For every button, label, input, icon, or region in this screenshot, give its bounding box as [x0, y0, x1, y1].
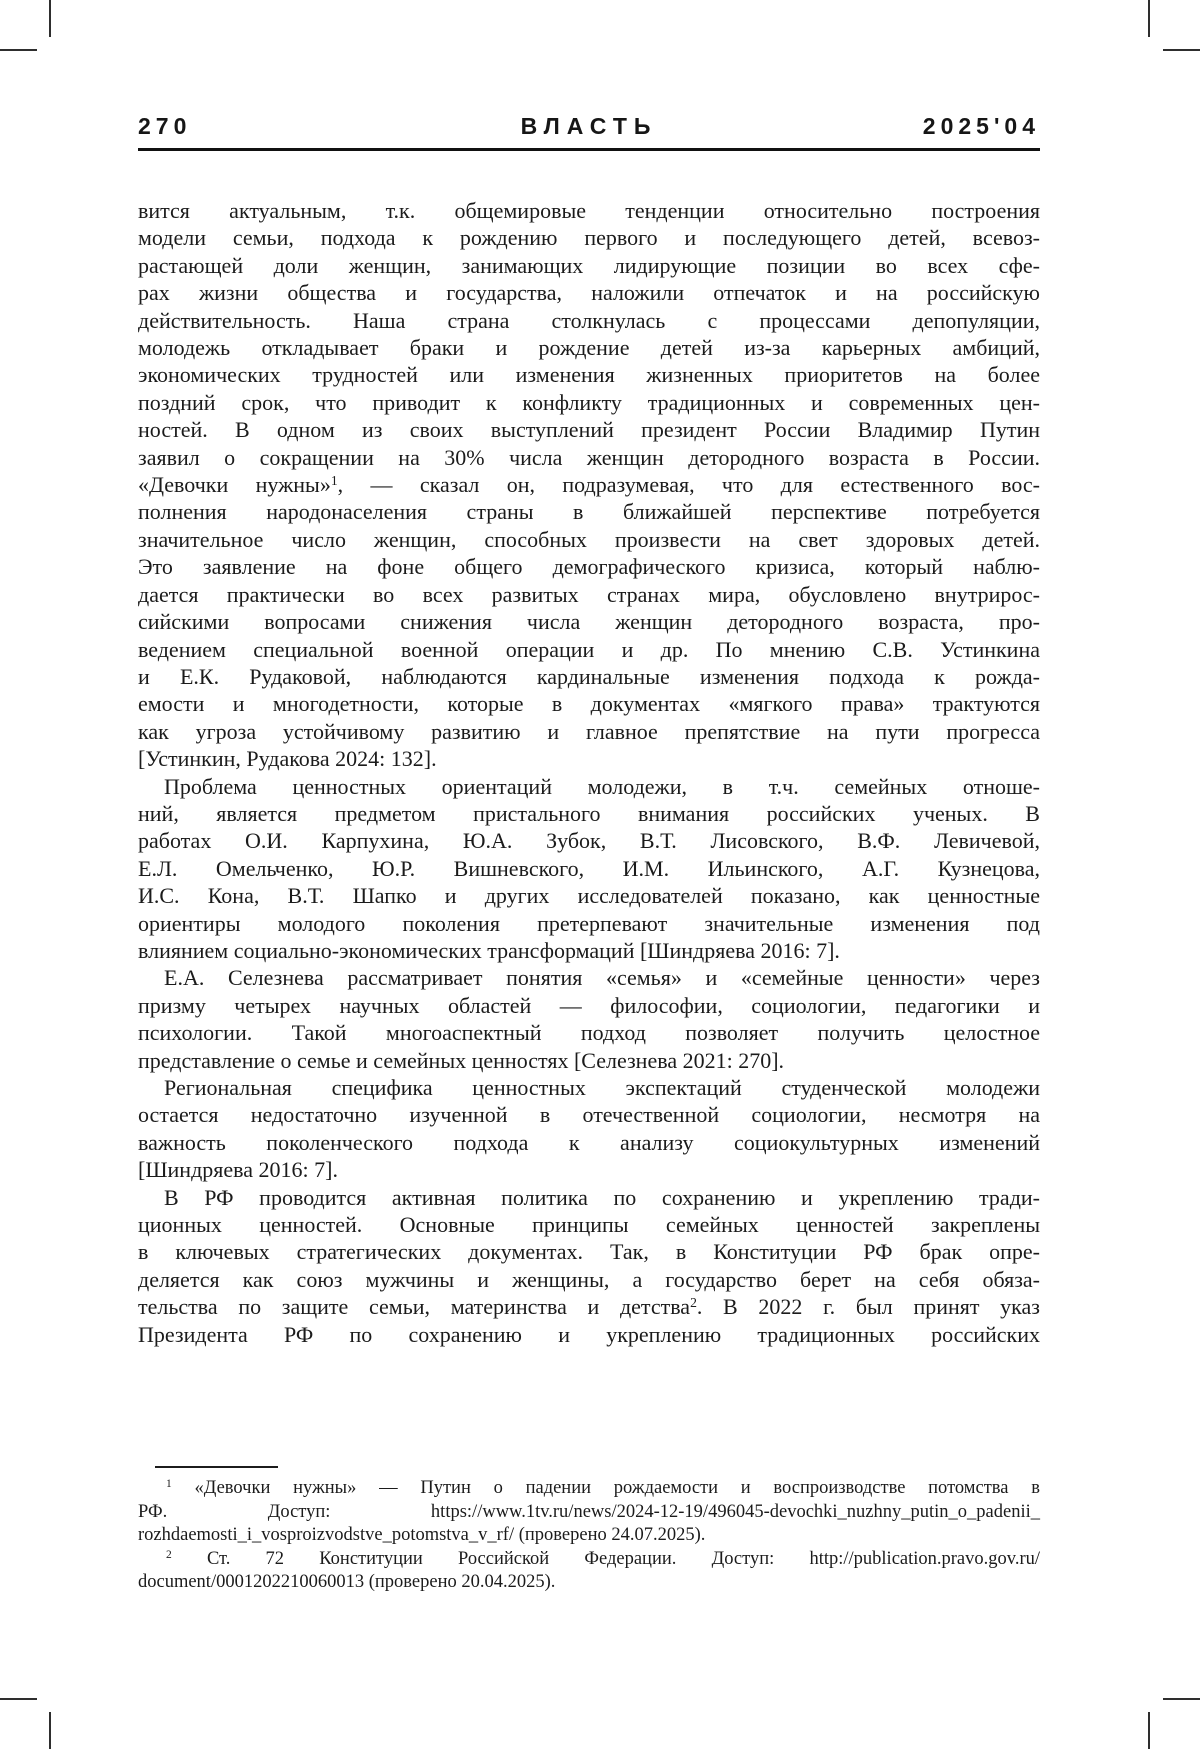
running-head	[138, 111, 1040, 143]
text-line: деляется как союз мужчины и женщины, а государство берет на себя обяза-	[138, 1266, 1040, 1292]
crop-mark-bottom-left-vertical	[49, 1712, 51, 1749]
text-line: [Шиндряева 2016: 7].	[138, 1157, 338, 1183]
text-line: растающей доли женщин, занимающих лидирующие позиции во всех сфе-	[138, 252, 1040, 278]
text-line: В РФ проводится активная политика по сохранению и укреплению тради-	[164, 1184, 1040, 1210]
text-line: [Устинкин, Рудакова 2024: 132].	[138, 746, 437, 772]
text-line: поздний срок, что приводит к конфликту традиционных и современных цен-	[138, 389, 1040, 415]
article-body	[138, 197, 1040, 1348]
text-line: ний, является предметом пристального внимания российских ученых. В	[138, 800, 1040, 826]
crop-mark-top-right-horizontal	[1163, 49, 1200, 51]
text-line: И.С. Кона, В.Т. Шапко и других исследователей показано, как ценностные	[138, 883, 1040, 909]
text-line: влиянием социально-экономических трансформаций [Шиндряева 2016: 7].	[138, 937, 840, 963]
text-line: Региональная специфика ценностных экспектаций студенческой молодежи	[164, 1075, 1040, 1100]
crop-mark-top-left-vertical	[49, 0, 51, 37]
text-line: «Девочки нужны»$^1$, — сказал он, подразумевая, что для естественного вос-	[138, 472, 1040, 498]
text-line: document/0001202210060013 (проверено 20.04.2025).	[138, 1572, 556, 1592]
text-line: Проблема ценностных ориентаций молодежи, в т.ч. семейных отноше-	[164, 773, 1040, 799]
text-line: Президента РФ по сохранению и укреплению традиционных российских	[138, 1321, 1040, 1347]
text-line: емости и многодетности, которые в документах «мягкого права» трактуются	[138, 691, 1040, 717]
text-line: ционных ценностей. Основные принципы семейных ценностей закреплены	[138, 1212, 1040, 1238]
text-line: значительное число женщин, способных произвести на свет здоровых детей.	[138, 526, 1040, 552]
crop-mark-bottom-right-vertical	[1148, 1712, 1150, 1749]
text-line: работах О.И. Карпухина, Ю.А. Зубок, В.Т. Лисовского, В.Ф. Левичевой,	[138, 828, 1040, 854]
text-line: заявил о сокращении на 30% числа женщин детородного возраста в России.	[138, 444, 1040, 470]
body-paragraph	[138, 1074, 1040, 1184]
text-line: rozhdaemosti_i_vosproizvodstve_potomstva_v_rf/ (проверено 24.07.2025).	[138, 1525, 706, 1545]
text-line: дается практически во всех развитых странах мира, обусловлено внутрирос-	[138, 581, 1040, 607]
footnote-item	[138, 1548, 1040, 1595]
footnotes-block	[138, 1477, 1040, 1595]
text-line: Это заявление на фоне общего демографического кризиса, который наблю-	[138, 554, 1040, 580]
footnote-marker: 2	[166, 1548, 172, 1561]
text-line: тельства по защите семьи, материнства и детства$^2$. В 2022 г. был принят указ	[138, 1294, 1040, 1320]
body-paragraph	[138, 197, 1040, 773]
text-line: остается недостаточно изученной в отечественной социологии, несмотря на	[138, 1102, 1040, 1128]
text-line: вится актуальным, т.к. общемировые тенденции относительно построения	[138, 198, 1040, 223]
text-line: в ключевых стратегических документах. Так, в Конституции РФ брак опре-	[138, 1239, 1040, 1265]
crop-mark-top-left-horizontal	[0, 49, 37, 51]
body-paragraph	[138, 964, 1040, 1074]
text-line: действительность. Наша страна столкнулась с процессами депопуляции,	[138, 307, 1040, 333]
crop-mark-top-right-vertical	[1148, 0, 1150, 37]
body-paragraph	[138, 773, 1040, 965]
text-line: ностей. В одном из своих выступлений президент России Владимир Путин	[138, 417, 1040, 443]
text-line: $^1$ «Девочки нужны» — Путин о падении рождаемости и воспроизводстве потомства в	[166, 1478, 1040, 1498]
text-line: $^2$ Ст. 72 Конституции Российской Федерации. Доступ: http://publication.pravo.gov.ru/	[166, 1548, 1040, 1569]
text-line: модели семьи, подхода к рождению первого и последующего детей, всевоз-	[138, 225, 1040, 251]
text-line: важность поколенческого подхода к анализу социокультурных изменений	[138, 1129, 1040, 1155]
text-line: полнения народонаселения страны в ближайшей перспективе потребуется	[138, 499, 1040, 525]
text-line: представление о семье и семейных ценностях [Селезнева 2021: 270].	[138, 1047, 785, 1073]
text-line: ведением специальной военной операции и др. По мнению С.В. Устинкина	[138, 636, 1040, 662]
footnote-marker: 2	[690, 1295, 697, 1311]
issue-label: 2025'04	[922, 113, 1040, 139]
text-line: сийскими вопросами снижения числа женщин детородного возраста, про-	[138, 609, 1040, 635]
header-rule	[138, 148, 1040, 151]
page-number: 270	[138, 113, 192, 139]
text-line: Е.А. Селезнева рассматривает понятия «семья» и «семейные ценности» через	[164, 965, 1040, 991]
text-line: и Е.К. Рудаковой, наблюдаются кардинальные изменения подхода к рожда-	[138, 663, 1040, 689]
crop-mark-bottom-left-horizontal	[0, 1698, 37, 1700]
footnote-item	[138, 1477, 1040, 1548]
crop-mark-bottom-right-horizontal	[1163, 1698, 1200, 1700]
text-line: рах жизни общества и государства, наложили отпечаток и на российскую	[138, 280, 1040, 306]
text-line: как угроза устойчивому развитию и главное препятствие на пути прогресса	[138, 718, 1040, 744]
text-line: призму четырех научных областей — философии, социологии, педагогики и	[138, 992, 1040, 1018]
text-line: молодежь откладывает браки и рождение детей из-за карьерных амбиций,	[138, 335, 1040, 361]
footnote-marker: 1	[330, 473, 338, 489]
footnote-marker: 1	[166, 1478, 172, 1491]
body-paragraph	[138, 1184, 1040, 1348]
footnote-separator-rule	[155, 1466, 278, 1468]
text-line: РФ. Доступ: https://www.1tv.ru/news/2024-12-19/496045-devochki_nuzhny_putin_o_padenii_	[138, 1501, 1040, 1522]
text-line: психологии. Такой многоаспектный подход позволяет получить целостное	[138, 1020, 1040, 1046]
text-line: Е.Л. Омельченко, Ю.Р. Вишневского, И.М. Ильинского, А.Г. Кузнецова,	[138, 855, 1040, 881]
text-line: ориентиры молодого поколения претерпевают значительные изменения под	[138, 910, 1040, 936]
text-line: экономических трудностей или изменения жизненных приоритетов на более	[138, 362, 1040, 388]
journal-title: ВЛАСТЬ	[520, 113, 658, 139]
